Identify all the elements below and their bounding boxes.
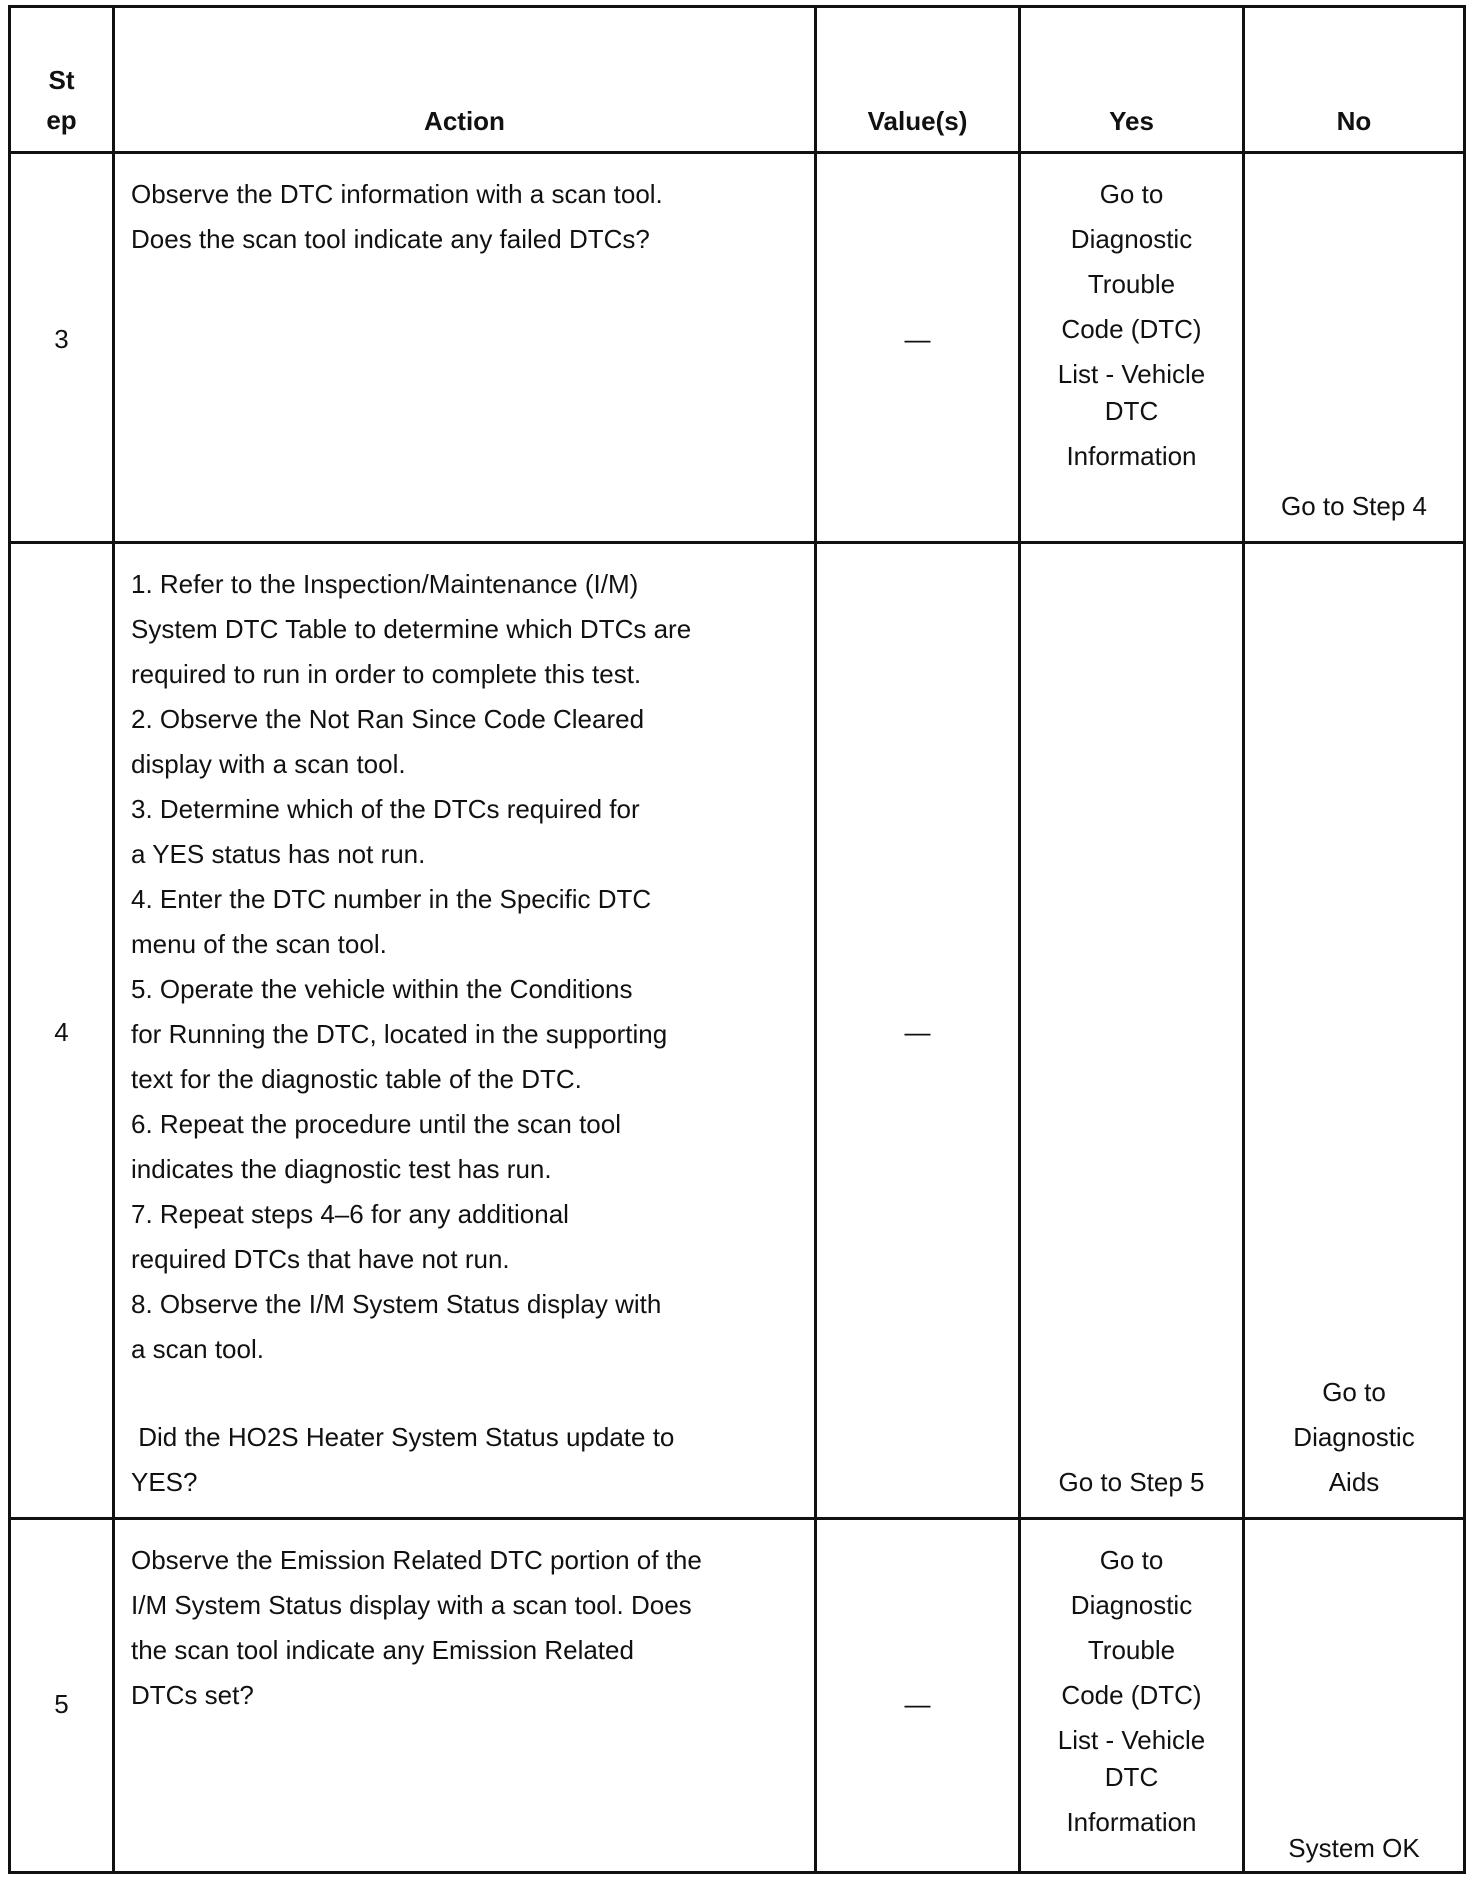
- header-action: Action: [424, 106, 505, 136]
- column-divider: [814, 8, 817, 1871]
- header-step: St ep: [46, 65, 77, 135]
- action-text: Observe the Emission Related DTC portion of the I/M System Status display with a scan tool. Does the scan tool indicate any Emission Related DTCs set?: [131, 1545, 702, 1710]
- value-cell: —: [904, 1017, 931, 1047]
- header-yes: Yes: [1109, 106, 1154, 136]
- header-values: Value(s): [867, 106, 968, 136]
- yes-result: Go to Step 5: [1058, 1467, 1205, 1497]
- no-result: System OK: [1288, 1833, 1420, 1863]
- row-divider: [11, 541, 1463, 544]
- no-result: Go to Diagnostic Aids: [1293, 1377, 1415, 1497]
- step-number: 5: [54, 1689, 69, 1719]
- step-number: 3: [54, 324, 69, 354]
- action-text: Observe the DTC information with a scan tool. Does the scan tool indicate any failed DTCs?: [131, 179, 663, 254]
- row-divider: [11, 151, 1463, 154]
- diagnostic-table: [8, 5, 1466, 1874]
- action-text: 1. Refer to the Inspection/Maintenance (I/M) System DTC Table to determine which DTCs are required to run in order to complete this test. 2. Observe the Not Ran Since Code Cleared display with a scan tool. 3. Determine which of the DTCs required for a YES status has not run. 4. Enter the DTC number in the Specific DTC menu of the scan tool. 5. Operate the vehicle within the Conditions for Running the DTC, located in the supporting text for the diagnostic table of the DTC. 6. Repeat the procedure until the scan tool indicates the diagnostic test has run. 7. Repeat steps 4–6 for any additional required DTCs that have not run. 8. Observe the I/M System Status display with a scan tool. Did the HO2S Heater System Status update to YES?: [131, 569, 692, 1497]
- row-divider: [11, 1517, 1463, 1520]
- column-divider: [1242, 8, 1245, 1871]
- step-number: 4: [54, 1017, 69, 1047]
- yes-result: Go to Diagnostic Trouble Code (DTC) List - Vehicle DTC Information: [1057, 179, 1206, 471]
- value-cell: —: [904, 1689, 931, 1719]
- no-result: Go to Step 4: [1281, 491, 1427, 521]
- yes-result: Go to Diagnostic Trouble Code (DTC) List - Vehicle DTC Information: [1057, 1545, 1206, 1837]
- value-cell: —: [904, 324, 931, 354]
- header-no: No: [1336, 106, 1372, 136]
